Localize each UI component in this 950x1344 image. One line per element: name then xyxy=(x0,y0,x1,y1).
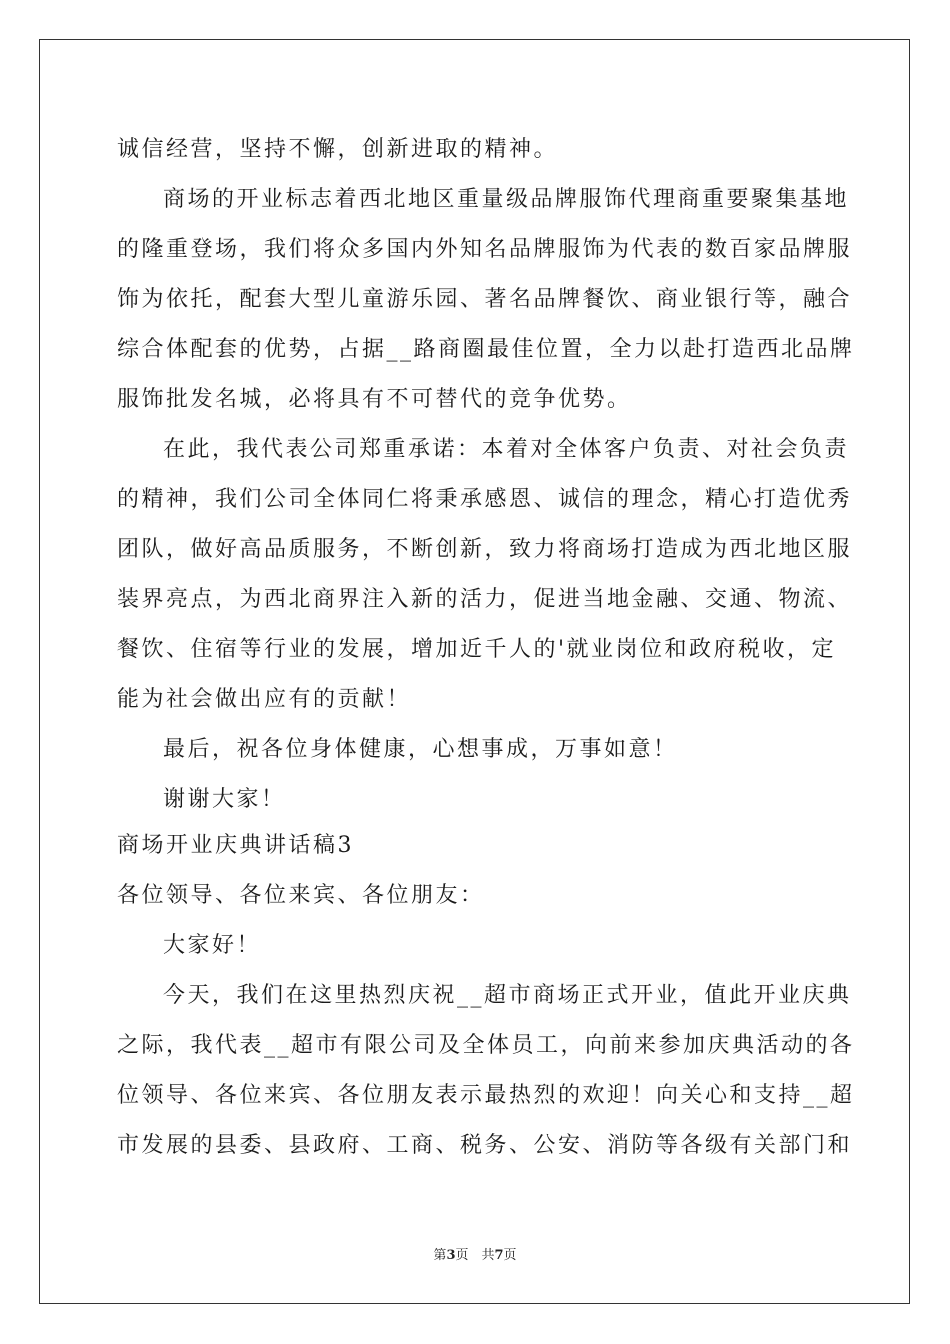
greeting: 大家好！ xyxy=(163,933,262,958)
text-line: 综合体配套的优势，占据__路商圈最佳位置，全力以赴打造西北品牌 xyxy=(117,337,855,362)
text-line: 的精神，我们公司全体同仁将秉承感恩、诚信的理念，精心打造优秀 xyxy=(117,487,853,512)
text-line: 市发展的县委、县政府、工商、税务、公安、消防等各级有关部门和 xyxy=(117,1133,853,1158)
text-line: 团队，做好高品质服务，不断创新，致力将商场打造成为西北地区服 xyxy=(117,537,853,562)
footer-suffix: 页 xyxy=(503,1248,517,1263)
text-line: 在此，我代表公司郑重承诺：本着对全体客户负责、对社会负责 xyxy=(163,437,850,462)
text-line: 最后，祝各位身体健康，心想事成，万事如意！ xyxy=(163,737,678,762)
text-line: 饰为依托，配套大型儿童游乐园、著名品牌餐饮、商业银行等，融合 xyxy=(117,287,853,312)
footer-middle: 页 共 xyxy=(455,1248,495,1263)
current-page-number: 3 xyxy=(446,1248,456,1263)
text-line: 服饰批发名城，必将具有不可替代的竞争优势。 xyxy=(117,387,632,412)
salutation: 各位领导、各位来宾、各位朋友： xyxy=(117,883,485,908)
text-line: 今天，我们在这里热烈庆祝__超市商场正式开业，值此开业庆典 xyxy=(163,983,852,1008)
text-line: 位领导、各位来宾、各位朋友表示最热烈的欢迎！向关心和支持__超 xyxy=(117,1083,855,1108)
section-heading: 商场开业庆典讲话稿3 xyxy=(117,833,354,858)
footer-prefix: 第 xyxy=(433,1248,447,1263)
text-line: 餐饮、住宿等行业的发展，增加近千人的'就业岗位和政府税收，定 xyxy=(117,637,837,662)
text-line: 装界亮点，为西北商界注入新的活力，促进当地金融、交通、物流、 xyxy=(117,587,853,612)
text-line: 商场的开业标志着西北地区重量级品牌服饰代理商重要聚集基地 xyxy=(163,187,850,212)
total-page-number: 7 xyxy=(494,1248,504,1263)
page-border xyxy=(39,39,910,1304)
page-footer xyxy=(0,1248,950,1264)
text-line: 之际，我代表__超市有限公司及全体员工，向前来参加庆典活动的各 xyxy=(117,1033,855,1058)
text-line: 诚信经营，坚持不懈，创新进取的精神。 xyxy=(117,137,559,162)
text-line: 能为社会做出应有的贡献！ xyxy=(117,687,412,712)
text-line: 谢谢大家！ xyxy=(163,787,286,812)
text-line: 的隆重登场，我们将众多国内外知名品牌服饰为代表的数百家品牌服 xyxy=(117,237,853,262)
